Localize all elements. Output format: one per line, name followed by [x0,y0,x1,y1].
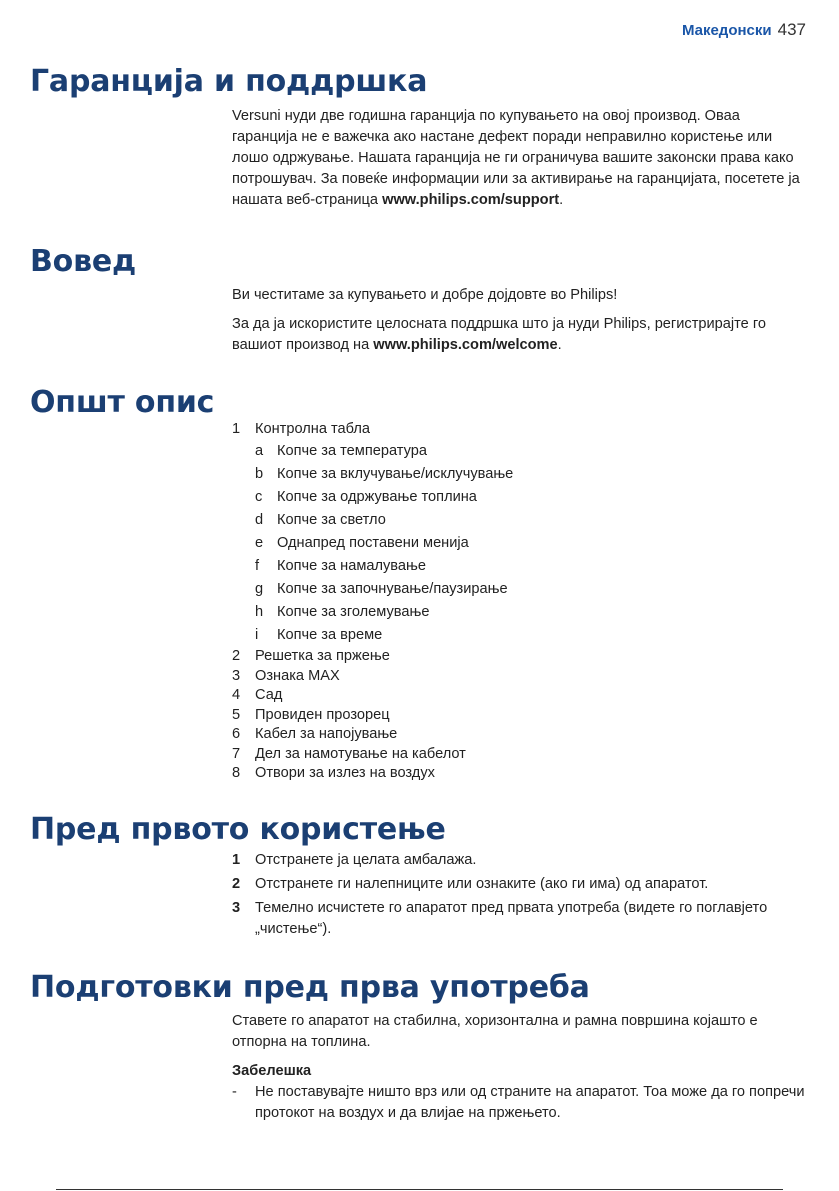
sub-item: c Копче за одржување топлина [255,488,477,505]
sub-item: g Копче за започнување/паузирање [255,581,508,598]
control-panel-sublist [232,440,807,648]
sub-item: f Копче за намалување [255,557,426,574]
intro-paragraph-2: За да ја искористите целосната поддршка што ја нуди Philips, регистрирајте го вашиот производ на www.philips.com/welcome. [232,316,766,353]
list-item: 1 Контролна табла [232,421,370,437]
list-item: 3 Ознака MAX [232,667,340,684]
step-item: 1 Отстранете ја целата амбалажа. [232,852,477,868]
steps-list [232,850,807,943]
bullet-dash: - [232,1084,237,1100]
overview-list [232,420,807,784]
preparation-paragraph: Ставете го апаратот на стабилна, хоризонтална и рамна површина којашто е отпорна на топлина. [232,1013,758,1050]
sub-item: e Однапред поставени менија [255,534,469,551]
language-label: Македонски [681,22,772,39]
step-item: 3 Темелно исчистете го апаратот пред првата употреба (видете го поглавјето „чистење“). [232,900,768,937]
list-item: 5 Провиден прозорец [232,706,390,723]
page-header [682,20,806,40]
note-bullet-item: - Не поставувајте ништо врз или од страните на апаратот. Тоа може да го попречи протокот на воздух и да влијае на пржењето. [232,1082,807,1124]
footer-rule [56,1189,783,1190]
welcome-link[interactable]: www.philips.com/welcome [373,337,558,353]
list-item: 4 Сад [232,687,283,704]
sub-item: h Копче за зголемување [255,604,430,621]
intro-section [232,285,807,356]
before-first-use-heading: Пред првото користење [30,812,446,847]
note-label: Забелешка [232,1063,312,1079]
list-item: 8 Отвори за излез на воздух [232,765,435,782]
overview-heading: Општ опис [30,385,215,420]
preparation-section [232,1011,807,1124]
intro-paragraph-1: Ви честитаме за купувањето и добре дојдовте во Philips! [232,287,618,303]
page-number: 437 [777,20,806,39]
sub-item: i Копче за време [255,627,383,644]
list-item: 7 Дел за намотување на кабелот [232,745,466,762]
sub-item: b Копче за вклучување/исклучување [255,465,514,482]
list-item: 6 Кабел за напојување [232,726,398,743]
sub-item: a Копче за температура [255,442,427,459]
list-item: 2 Решетка за пржење [232,648,390,665]
warranty-section [232,106,807,211]
step-item: 2 Отстранете ги налепниците или ознаките (ако ги има) од апаратот. [232,876,709,892]
warranty-heading: Гаранција и поддршка [30,64,428,99]
support-link[interactable]: www.philips.com/support [382,192,560,208]
sub-item: d Копче за светло [255,511,386,528]
intro-heading: Вовед [30,244,137,279]
warranty-paragraph: Versuni нуди две годишна гаранција по купувањето на овој производ. Оваа гаранција не е важечка ако настане дефект поради неправилно користење или лошо одржување. Нашата гаранција не ги ограничува вашите законски права како потрошувач. За повеќе информации или за активирање на гаранцијата, посетете ја нашата веб-страница www.philips.com/support. [232,108,800,208]
preparation-heading: Подготовки пред прва употреба [30,970,590,1005]
